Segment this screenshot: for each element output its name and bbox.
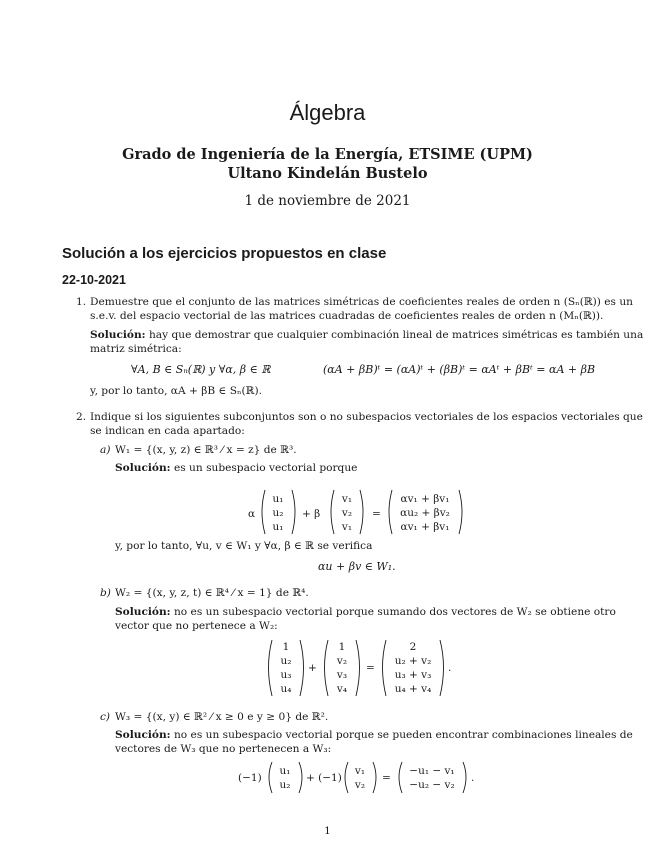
ex2a-paren-right-r	[459, 490, 462, 534]
ex2a-paren-left-r	[389, 490, 392, 534]
ex2b-statement: W₂ = {(x, y, z, t) ∈ ℝ⁴ ⁄ x = 1} de ℝ⁴.	[115, 587, 309, 599]
ex2c-v-entry: v₂	[354, 779, 366, 791]
author-line: Ultano Kindelán Bustelo	[227, 165, 428, 182]
subsection-date: 22-10-2021	[62, 273, 126, 287]
ex1-solution-text: hay que demostrar que cualquier combinación lineal de matrices simétricas es también una	[145, 329, 644, 341]
ex2b-v-entry: v₂	[336, 655, 348, 667]
ex2b-v-entry: 1	[338, 641, 346, 653]
ex2c-paren-left-v	[345, 762, 348, 793]
ex2c-solution-text: no es un subespacio vectorial porque se pueden encontrar combinaciones lineales de	[170, 729, 633, 741]
ex1-line2: s.e.v. del espacio vectorial de las matrices cuadradas de coeficientes reales de orden n (Mₙ(ℝ)).	[90, 310, 604, 322]
ex2c-v-entry: v₁	[354, 765, 366, 777]
ex2c-paren-right-u	[299, 762, 302, 793]
ex2c-coef-1: (−1)	[238, 772, 262, 784]
ex2a-v-entry: v₁	[341, 521, 353, 533]
ex2a-statement: W₁ = {(x, y, z) ∈ ℝ³ ⁄ x = z} de ℝ³.	[115, 444, 297, 456]
ex2c-u-entry: u₂	[279, 779, 291, 791]
ex2c-paren-left-u	[269, 762, 272, 793]
ex2a-coef-beta: + β	[302, 508, 321, 520]
ex2c-solution-label: Solución:	[115, 729, 171, 741]
ex2a-r-entry: αv₁ + βv₁	[400, 493, 450, 505]
ex2b-plus: +	[308, 662, 317, 674]
ex2b-u-entry: u₃	[280, 669, 292, 681]
ex2b-paren-left-u	[269, 640, 273, 696]
ex2a-solution-text: es un subespacio vectorial porque	[170, 462, 358, 474]
ex2b-v-entry: v₄	[336, 683, 348, 695]
ex2b-end: .	[448, 662, 452, 674]
ex2b-paren-left-r	[383, 640, 387, 696]
ex2a-u-entry: u₂	[272, 507, 284, 519]
ex2c-solution-line2: vectores de W₃ que no pertenecen a W₃:	[115, 743, 332, 755]
ex2c-equals: =	[382, 772, 391, 784]
ex2a-label: a)	[100, 444, 111, 456]
ex2b-solution-line2: vector que no pertenece a W₂:	[115, 620, 278, 632]
ex1-number: 1.	[76, 296, 87, 308]
ex2b-paren-right-r	[440, 640, 444, 696]
ex2c-coef-2: + (−1)	[306, 772, 342, 784]
section-title: Solución a los ejercicios propuestos en clase	[62, 245, 387, 262]
ex2b-u-entry: u₄	[280, 683, 292, 695]
ex2c-r-entry: −u₁ − v₁	[409, 765, 455, 777]
ex2b-u-entry: 1	[282, 641, 290, 653]
ex1-conclusion: y, por lo tanto, αA + βB ∈ Sₙ(ℝ).	[90, 385, 262, 397]
ex2b-v-entry: v₃	[336, 669, 348, 681]
ex2b-solution-line1	[115, 606, 616, 619]
ex2c-u-entry: u₁	[279, 765, 291, 777]
ex2a-solution-label: Solución:	[115, 462, 171, 474]
ex2b-u-entry: u₂	[280, 655, 292, 667]
ex2a-r-entry: αv₁ + βv₁	[400, 521, 450, 533]
page-number: 1	[324, 825, 331, 837]
ex2a-paren-left-v	[331, 490, 334, 534]
ex2b-solution-label: Solución:	[115, 606, 171, 618]
ex2b-paren-left-v	[325, 640, 329, 696]
ex2b-r-entry: 2	[409, 641, 417, 653]
ex2c-end: .	[471, 772, 475, 784]
ex2c-solution-line1	[115, 729, 633, 742]
ex2a-paren-left-u	[262, 490, 265, 534]
ex2c-label: c)	[100, 711, 111, 723]
ex2a-v-entry: v₁	[341, 493, 353, 505]
ex2b-paren-right-v	[356, 640, 360, 696]
ex2-line1: Indique si los siguientes subconjuntos son o no subespacios vectoriales de los espacios vectoriales que	[90, 411, 643, 423]
ex2a-u-entry: u₁	[272, 493, 284, 505]
document-title: Álgebra	[289, 100, 366, 125]
degree-line: Grado de Ingeniería de la Energía, ETSIME (UPM)	[122, 146, 533, 163]
ex2b-r-entry: u₂ + v₂	[394, 655, 432, 667]
ex2a-equals: =	[372, 508, 381, 520]
ex2a-paren-right-v	[360, 490, 363, 534]
ex1-equation-left: ∀A, B ∈ Sₙ(ℝ) y ∀α, β ∈ ℝ	[131, 363, 271, 376]
ex2a-v-entry: v₂	[341, 507, 353, 519]
ex2b-r-entry: u₄ + v₄	[394, 683, 432, 695]
ex2b-r-entry: u₃ + v₃	[394, 669, 432, 681]
ex2b-solution-text: no es un subespacio vectorial porque sumando dos vectores de W₂ se obtiene otro	[170, 606, 616, 618]
ex2c-paren-right-r	[463, 762, 466, 793]
ex1-equation-right: (αA + βB)ᵗ = (αA)ᵗ + (βB)ᵗ = αAᵗ + βBᵗ = αA + βB	[323, 363, 596, 376]
ex2b-label: b)	[100, 587, 111, 599]
ex2-line2: se indican en cada apartado:	[90, 425, 245, 437]
ex2-number: 2.	[76, 411, 87, 423]
ex1-line1: Demuestre que el conjunto de las matrices simétricas de coeficientes reales de orden n (Sₙ(ℝ)) es un	[90, 296, 634, 308]
ex2a-paren-right-u	[292, 490, 295, 534]
ex2a-result: αu + βv ∈ W₁.	[318, 560, 396, 573]
ex2c-paren-left-r	[399, 762, 402, 793]
ex2c-r-entry: −u₂ − v₂	[409, 779, 455, 791]
ex2c-statement: W₃ = {(x, y) ∈ ℝ² ⁄ x ≥ 0 e y ≥ 0} de ℝ².	[115, 711, 329, 723]
ex1-solution-line2: matriz simétrica:	[90, 343, 182, 355]
date-line: 1 de noviembre de 2021	[244, 193, 411, 209]
ex2a-r-entry: αu₂ + βv₂	[400, 507, 450, 519]
ex2b-equals: =	[366, 662, 375, 674]
ex2c-paren-right-v	[373, 762, 376, 793]
ex2a-u-entry: u₁	[272, 521, 284, 533]
ex2a-coef-alpha: α	[248, 508, 256, 520]
ex2b-paren-right-u	[300, 640, 304, 696]
ex2a-after: y, por lo tanto, ∀u, v ∈ W₁ y ∀α, β ∈ ℝ se verifica	[115, 540, 373, 552]
ex1-solution-label: Solución:	[90, 329, 146, 341]
